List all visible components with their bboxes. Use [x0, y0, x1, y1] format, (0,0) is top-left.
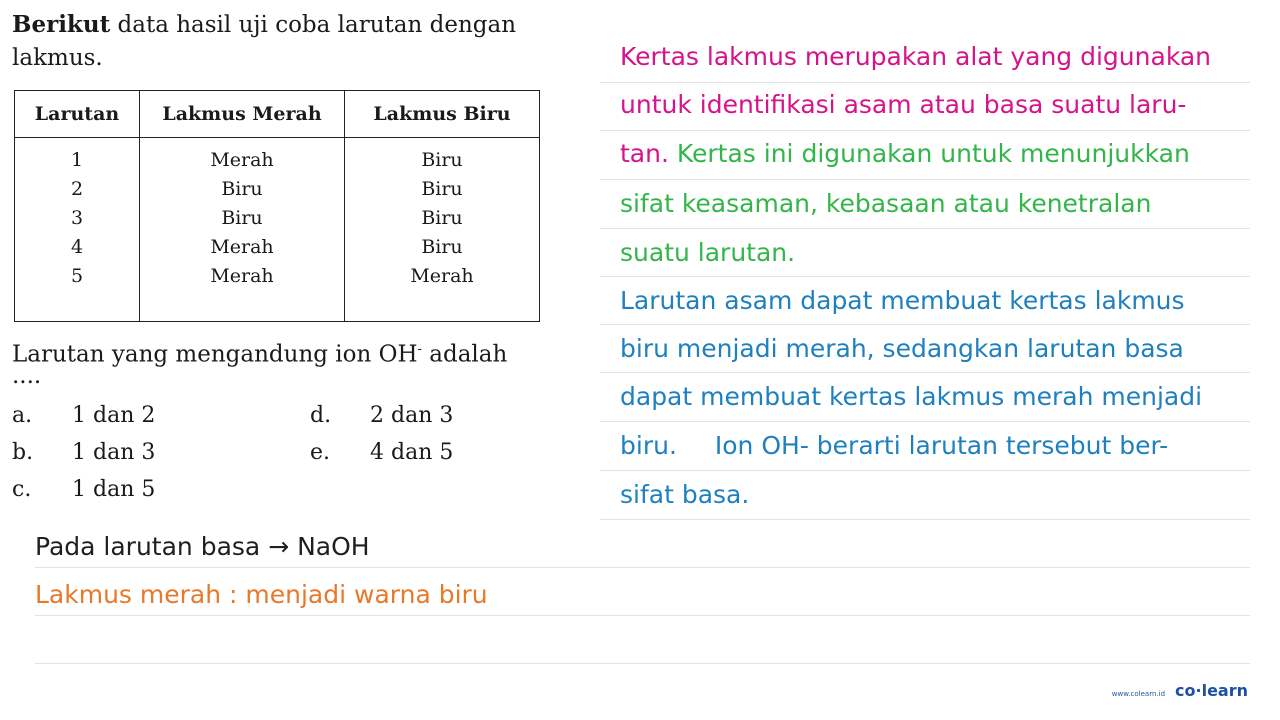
table-cell: 3: [70, 207, 84, 229]
option-a[interactable]: [12, 403, 155, 428]
explanation-fragment: Kertas ini digunakan untuk menunjukkan: [668, 139, 1190, 168]
table-cell: 1: [70, 149, 84, 171]
ruled-line: [600, 372, 1250, 373]
explanation-fragment: tan.: [620, 139, 669, 168]
ruled-line: [600, 82, 1250, 83]
ruled-line: [600, 519, 1250, 520]
explanation-line: biru menjadi merah, sedangkan larutan basa: [620, 334, 1184, 363]
option-letter: d.: [310, 403, 332, 428]
option-letter: e.: [310, 440, 331, 465]
explanation-fragment: biru.: [620, 431, 677, 460]
brand-url: www.colearn.id: [1111, 690, 1166, 698]
explanation-line: [620, 431, 1168, 460]
ruled-line: [600, 324, 1250, 325]
explanation-fragment: Ion OH- berarti larutan tersebut ber-: [714, 431, 1169, 460]
table-cell: Merah: [410, 265, 474, 287]
data-table: [14, 90, 540, 322]
explanation-line: Kertas lakmus merupakan alat yang digunakan: [620, 42, 1212, 71]
table-cell: Biru: [421, 178, 463, 200]
ruled-line: [35, 663, 1250, 664]
option-c[interactable]: [12, 477, 155, 502]
option-e[interactable]: [310, 440, 453, 465]
ruled-line: [600, 276, 1250, 277]
ruled-line: [600, 130, 1250, 131]
note-basa: Pada larutan basa → NaOH: [35, 532, 370, 561]
option-letter: c.: [12, 477, 32, 502]
table-column-lakmus-biru: [345, 138, 540, 322]
ruled-line: [35, 615, 1250, 616]
table-cell: 2: [70, 178, 84, 200]
table-cell: 4: [70, 236, 84, 258]
table-cell: Biru: [421, 207, 463, 229]
explanation-line: dapat membuat kertas lakmus merah menjadi: [620, 382, 1203, 411]
note-lakmus: Lakmus merah : menjadi warna biru: [35, 580, 488, 609]
question-prompt-before: Larutan yang mengandung ion OH: [12, 341, 418, 368]
table-header: Lakmus Biru: [345, 91, 540, 138]
table-column-lakmus-merah: [140, 138, 345, 322]
brand: [1112, 681, 1248, 700]
brand-logo: co·learn: [1175, 681, 1248, 700]
table-cell: Merah: [210, 149, 274, 171]
table-body-row: [15, 138, 540, 322]
question-intro-rest: data hasil uji coba larutan dengan lakmus.: [12, 12, 517, 71]
ruled-line: [600, 421, 1250, 422]
option-text: 4 dan 5: [370, 440, 454, 465]
question-intro-bold: Berikut: [12, 11, 111, 38]
explanation-line: sifat basa.: [620, 480, 750, 509]
table-header: Lakmus Merah: [140, 91, 345, 138]
question-prompt: [12, 333, 592, 372]
explanation-line: untuk identifikasi asam atau basa suatu laru-: [620, 90, 1187, 119]
explanation-line: suatu larutan.: [620, 238, 796, 267]
ruled-line: [600, 179, 1250, 180]
explanation-line: [620, 139, 1190, 168]
ruled-line: [600, 228, 1250, 229]
question-dots: ....: [12, 363, 42, 389]
table-cell: Biru: [221, 207, 263, 229]
option-letter: a.: [12, 403, 33, 428]
option-text: 1 dan 5: [72, 477, 156, 502]
table-header: Larutan: [15, 91, 140, 138]
table-cell: 5: [70, 265, 84, 287]
option-b[interactable]: [12, 440, 155, 465]
option-letter: b.: [12, 440, 34, 465]
question-prompt-sup: -: [417, 342, 422, 357]
question-prompt-after: adalah: [421, 341, 508, 368]
explanation-line: Larutan asam dapat membuat kertas lakmus: [620, 286, 1185, 315]
table-cell: Biru: [221, 178, 263, 200]
table-cell: Biru: [421, 236, 463, 258]
option-text: 1 dan 3: [72, 440, 156, 465]
option-text: 2 dan 3: [370, 403, 454, 428]
explanation-line: sifat keasaman, kebasaan atau kenetralan: [620, 189, 1152, 218]
table-cell: Merah: [210, 236, 274, 258]
option-text: 1 dan 2: [72, 403, 156, 428]
table-header-row: [15, 91, 540, 138]
table-cell: Biru: [421, 149, 463, 171]
question-intro: [12, 8, 587, 75]
ruled-line: [600, 470, 1250, 471]
ruled-line: [35, 567, 1250, 568]
table-cell: Merah: [210, 265, 274, 287]
option-d[interactable]: [310, 403, 453, 428]
table-column-larutan: [15, 138, 140, 322]
